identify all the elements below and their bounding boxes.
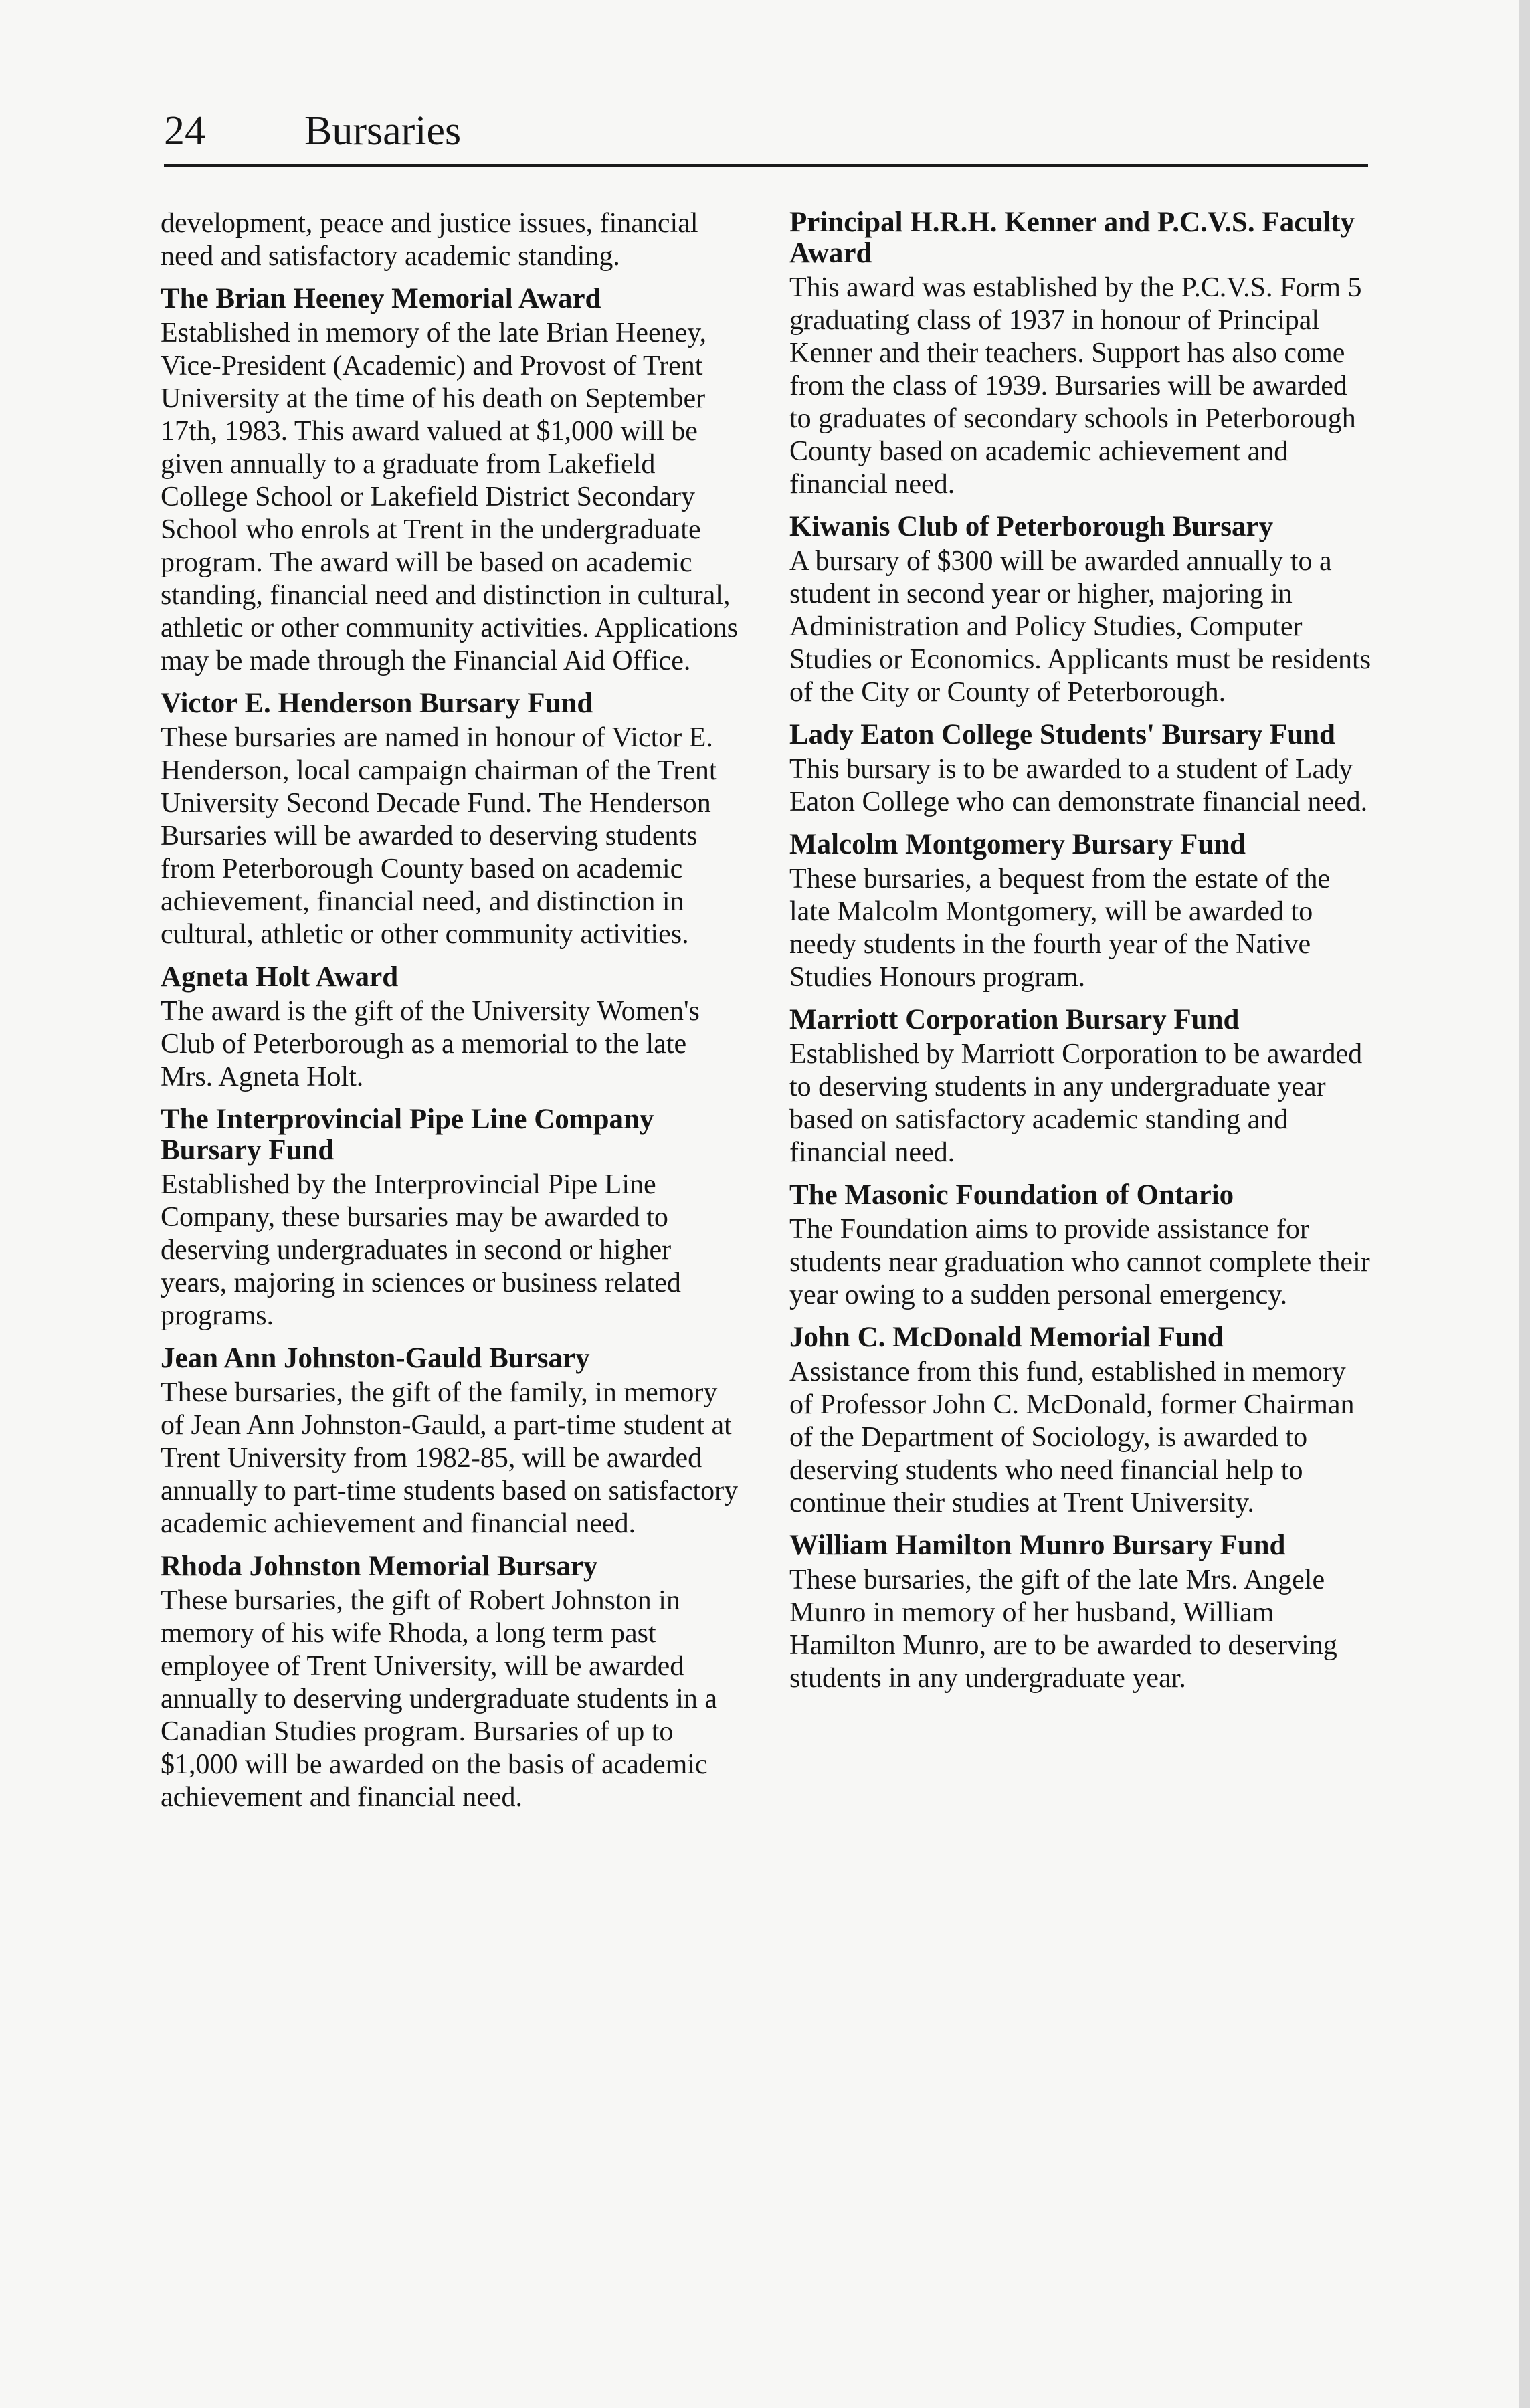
- entry-kenner-pcvs: [789, 207, 1371, 501]
- entry-title: The Masonic Foundation of Ontario: [789, 1179, 1234, 1211]
- page-edge-shadow: [1519, 0, 1530, 2408]
- entry-kiwanis: [789, 512, 1371, 709]
- entry-body: This award was established by the P.C.V.S. Form 5 graduating class of 1937 in honour of Principal Kenner and their teachers. Support has also come from the class of 1939. Bursaries will be awarded to graduates of secondary schools in Peterborough County based on academic achievement and financial need.: [789, 272, 1362, 500]
- left-column: [161, 207, 743, 1825]
- entry-body: Established by Marriott Corporation to be awarded to deserving students in any undergraduate year based on satisfactory academic standing and financial need.: [789, 1039, 1363, 1168]
- entry-body: These bursaries, the gift of the late Mrs. Angele Munro in memory of her husband, William Hamilton Munro, are to be awarded to deserving students in any undergraduate year.: [789, 1565, 1337, 1694]
- entry-title: Victor E. Henderson Bursary Fund: [161, 688, 593, 719]
- running-title: Bursaries: [304, 108, 462, 154]
- entry-title: Jean Ann Johnston-Gauld Bursary: [161, 1342, 590, 1374]
- entry-body: These bursaries, the gift of the family, in memory of Jean Ann Johnston-Gauld, a part-time student at Trent University from 1982-85, will be awarded annually to part-time students based on satisfactory academic achievement and financial need.: [161, 1377, 739, 1539]
- entry-body: These bursaries, a bequest from the estate of the late Malcolm Montgomery, will be awarded to needy students in the fourth year of the Native Studies Honours program.: [789, 864, 1331, 993]
- header-rule: [164, 164, 1368, 167]
- entry-rhoda-johnston: [161, 1551, 743, 1814]
- entry-body: This bursary is to be awarded to a student of Lady Eaton College who can demonstrate financial need.: [789, 754, 1368, 817]
- entry-marriott: [789, 1005, 1371, 1169]
- entry-mcdonald: [789, 1322, 1371, 1520]
- entry-masonic-foundation: [789, 1180, 1371, 1312]
- entry-agneta-holt: [161, 962, 743, 1094]
- entry-title: Principal H.R.H. Kenner and P.C.V.S. Faculty Award: [789, 207, 1355, 269]
- entry-title: Rhoda Johnston Memorial Bursary: [161, 1550, 598, 1582]
- entry-munro: [789, 1530, 1371, 1695]
- entry-body: These bursaries, the gift of Robert Johnston in memory of his wife Rhoda, a long term past employee of Trent University, will be awarded annually to deserving undergraduate students in a Canadian Studies program. Bursaries of up to $1,000 will be awarded on the basis of academic achievement and financial need.: [161, 1585, 718, 1813]
- entry-body: These bursaries are named in honour of Victor E. Henderson, local campaign chairman of the Trent University Second Decade Fund. The Henderson Bursaries will be awarded to deserving students from Peterborough County based on academic achievement, financial need, and distinction in cultural, athletic or other community activities.: [161, 722, 717, 950]
- entry-brian-heeney: [161, 284, 743, 678]
- entry-title: William Hamilton Munro Bursary Fund: [789, 1530, 1286, 1561]
- entry-title: The Brian Heeney Memorial Award: [161, 283, 601, 314]
- entry-title: John C. McDonald Memorial Fund: [789, 1322, 1224, 1353]
- entry-title: Malcolm Montgomery Bursary Fund: [789, 829, 1246, 860]
- entry-body: A bursary of $300 will be awarded annually to a student in second year or higher, majoring in Administration and Policy Studies, Computer Studies or Economics. Applicants must be residents of the City or County of Peterborough.: [789, 546, 1371, 708]
- entry-title: The Interprovincial Pipe Line Company Bursary Fund: [161, 1104, 654, 1166]
- entry-body: Established by the Interprovincial Pipe Line Company, these bursaries may be awarded to deserving undergraduates in second or higher years, majoring in sciences or business related programs.: [161, 1169, 681, 1331]
- page-number: 24: [164, 108, 205, 154]
- entry-title: Marriott Corporation Bursary Fund: [789, 1004, 1240, 1035]
- entry-body: The Foundation aims to provide assistance for students near graduation who cannot complete their year owing to a sudden personal emergency.: [789, 1214, 1370, 1310]
- entry-body: Established in memory of the late Brian Heeney, Vice-President (Academic) and Provost of Trent University at the time of his death on September 17th, 1983. This award valued at $1,000 will be given annually to a graduate from Lakefield College School or Lakefield District Secondary School who enrols at Trent in the undergraduate program. The award will be based on academic standing, financial need and distinction in cultural, athletic or other community activities. Applications may be made through the Financial Aid Office.: [161, 318, 739, 676]
- entry-title: Lady Eaton College Students' Bursary Fund: [789, 719, 1335, 750]
- entry-title: Agneta Holt Award: [161, 961, 399, 993]
- entry-victor-henderson: [161, 688, 743, 951]
- entry-johnston-gauld: [161, 1343, 743, 1540]
- entry-title: Kiwanis Club of Peterborough Bursary: [789, 511, 1274, 542]
- entry-malcolm-montgomery: [789, 829, 1371, 994]
- right-column: [789, 207, 1371, 1706]
- page-header: [164, 100, 1368, 167]
- entry-body: Assistance from this fund, established in memory of Professor John C. McDonald, former Chairman of the Department of Sociology, is awarded to deserving students who need financial help to continue their studies at Trent University.: [789, 1357, 1355, 1518]
- entry-body: The award is the gift of the University Women's Club of Peterborough as a memorial to the late Mrs. Agneta Holt.: [161, 996, 700, 1092]
- entry-continuation: [161, 207, 743, 273]
- entry-interprovincial-pipe-line: [161, 1104, 743, 1332]
- entry-lady-eaton: [789, 720, 1371, 819]
- entry-body: development, peace and justice issues, financial need and satisfactory academic standing.: [161, 208, 698, 272]
